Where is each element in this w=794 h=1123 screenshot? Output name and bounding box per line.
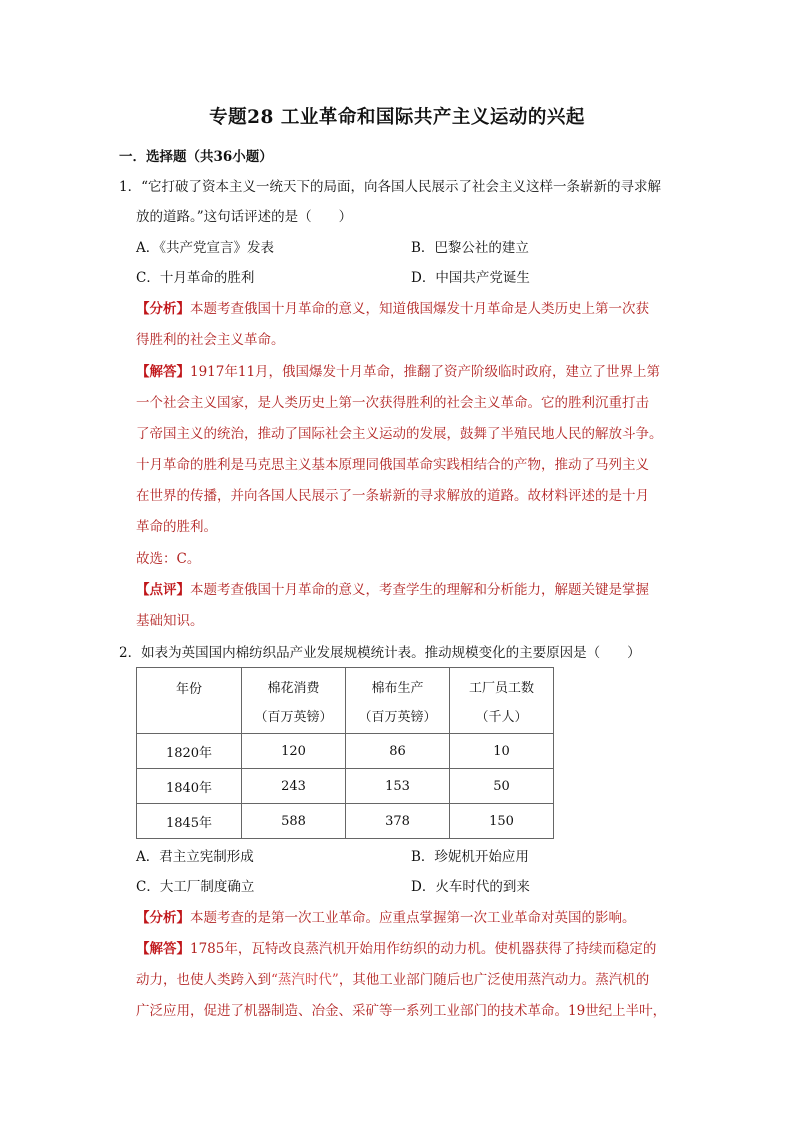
answer-text: 1785年，瓦特改良蒸汽机开始用作纺织的动力机。使机器获得了持续而稳定的 [190,941,657,957]
table-row: 1840年 243 153 50 [137,769,554,804]
q1-comment-line1 [136,580,649,600]
table-row: 1845年 588 378 150 [137,804,554,839]
comment-tag: 【点评】 [136,582,190,598]
q1-comment-line2: 基础知识。 [136,613,204,629]
q1-stem-line2: 放的道路。”这句话评述的是（ ） [136,209,353,225]
table-header-year: 年份 [137,668,242,734]
table-header-workers: 工厂员工数 （千人） [450,668,554,734]
q1-answer-line5: 在世界的传播，并向各国人民展示了一条崭新的寻求解放的道路。故材料评述的是十月 [136,488,649,504]
q2-answer-line2: 动力，也使人类跨入到“蒸汽时代”，其他工业部门随后也广泛使用蒸汽动力。蒸汽机的 [136,972,650,988]
analysis-text: 本题考查的是第一次工业革命。应重点掌握第一次工业革命对英国的影响。 [190,910,636,926]
q1-analysis-line1 [136,299,649,319]
q1-answer-line2: 一个社会主义国家，是人类历史上第一次获得胜利的社会主义革命。它的胜利沉重打击 [136,395,649,411]
q1-answer-line1 [136,362,660,382]
table-header-cotton: 棉花消费 （百万英镑） [242,668,346,734]
q2-stem: 2．如表为英国国内棉纺织品产业发展规模统计表。推动规模变化的主要原因是（ ） [119,645,641,661]
q1-option-c: C．十月革命的胜利 [136,270,255,286]
q2-option-a: A．君主立宪制形成 [136,849,254,865]
analysis-tag: 【分析】 [136,910,190,926]
q2-answer-line3: 广泛应用，促进了机器制造、冶金、采矿等一系列工业部门的技术革命。19世纪上半叶， [136,1003,667,1019]
comment-text: 本题考查俄国十月革命的意义，考查学生的理解和分析能力，解题关键是掌握 [190,582,649,598]
statistics-table [136,667,554,839]
q1-stem-line1: 1．“它打破了资本主义一统天下的局面，向各国人民展示了社会主义这样一条崭新的寻求解 [119,179,661,195]
analysis-text: 本题考查俄国十月革命的意义，知道俄国爆发十月革命是人类历史上第一次获 [190,301,649,317]
q1-analysis-line2: 得胜利的社会主义革命。 [136,332,285,348]
q1-answer-line4: 十月革命的胜利是马克思主义基本原理同俄国革命实践相结合的产物，推动了马列主义 [136,457,649,473]
q2-option-d: D．火车时代的到来 [411,879,530,895]
table-header-cloth: 棉布生产 （百万英镑） [346,668,450,734]
q1-option-d: D．中国共产党诞生 [411,270,530,286]
answer-tag: 【解答】 [136,364,190,380]
q1-option-b: B．巴黎公社的建立 [411,240,529,256]
answer-text: 1917年11月，俄国爆发十月革命，推翻了资产阶级临时政府，建立了世界上第 [190,364,661,380]
q2-analysis-line1 [136,908,636,928]
q1-option-a: A．《共产党宣言》发表 [136,240,274,256]
section-heading: 一．选择题（共36小题） [119,149,273,165]
answer-tag: 【解答】 [136,941,190,957]
analysis-tag: 【分析】 [136,301,190,317]
table-row: 1820年 120 86 10 [137,734,554,769]
q2-option-c: C．大工厂制度确立 [136,879,255,895]
q2-option-b: B．珍妮机开始应用 [411,849,529,865]
q1-answer-line3: 了帝国主义的统治，推动了国际社会主义运动的发展，鼓舞了半殖民地人民的解放斗争。 [136,426,663,442]
q2-answer-line1 [136,939,656,959]
page-title: 专题28 工业革命和国际共产主义运动的兴起 [209,107,585,128]
q1-choice: 故选：C。 [136,551,201,567]
q1-answer-line6: 革命的胜利。 [136,519,217,535]
quote-highlight: “蒸汽时代” [271,972,339,988]
